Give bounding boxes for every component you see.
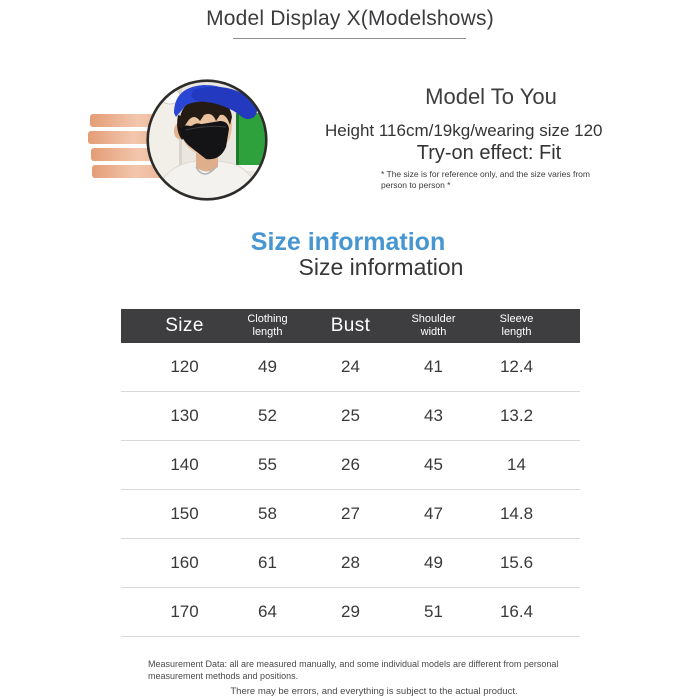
- size-table-body: [121, 343, 580, 637]
- footer-notes: [148, 659, 600, 697]
- column-header: Sleeve length: [499, 313, 534, 338]
- table-row: [121, 392, 580, 441]
- table-cell: 49: [424, 553, 443, 572]
- column-header: Shoulder width: [411, 313, 456, 338]
- table-cell: 49: [258, 357, 277, 376]
- table-cell: 52: [258, 406, 277, 425]
- model-section-heading: Model To You: [425, 84, 557, 109]
- table-cell: 160: [170, 553, 199, 572]
- table-cell: 24: [341, 357, 360, 376]
- table-cell: 47: [424, 504, 443, 523]
- size-information-heading-plain: Size information: [298, 254, 464, 280]
- column-header: Size: [165, 315, 204, 337]
- table-cell: 41: [424, 357, 443, 376]
- table-cell: 43: [424, 406, 443, 425]
- table-cell: 13.2: [499, 406, 534, 425]
- table-cell: 12.4: [499, 357, 534, 376]
- model-stats-line: Height 116cm/19kg/wearing size 120: [325, 121, 603, 140]
- table-cell: 120: [170, 357, 199, 376]
- table-cell: 26: [341, 455, 360, 474]
- table-cell: 64: [258, 602, 277, 621]
- table-row: [121, 539, 580, 588]
- table-cell: 14.8: [499, 504, 534, 523]
- title-underline: [233, 38, 466, 39]
- table-cell: 27: [341, 504, 360, 523]
- measurement-note: Measurement Data: all are measured manually, and some individual models are different from personal measurement methods and positions.: [148, 659, 559, 681]
- table-cell: 61: [258, 553, 277, 572]
- table-cell: 58: [258, 504, 277, 523]
- model-photo-illustration: [146, 79, 268, 201]
- table-cell: 15.6: [499, 553, 534, 572]
- table-cell: 55: [258, 455, 277, 474]
- table-cell: 130: [170, 406, 199, 425]
- try-on-effect-line: Try-on effect: Fit: [416, 142, 562, 164]
- table-cell: 14: [507, 455, 526, 474]
- page-title: Model Display X(Modelshows): [206, 7, 494, 30]
- table-cell: 28: [341, 553, 360, 572]
- table-row: [121, 490, 580, 539]
- table-cell: 25: [341, 406, 360, 425]
- model-photo: [146, 79, 268, 201]
- size-information-heading-accent: Size information: [250, 228, 446, 256]
- table-cell: 45: [424, 455, 443, 474]
- column-header: Bust: [330, 315, 371, 337]
- table-cell: 170: [170, 602, 199, 621]
- column-header: Clothing length: [247, 313, 288, 338]
- table-row: [121, 441, 580, 490]
- table-cell: 150: [170, 504, 199, 523]
- table-cell: 29: [341, 602, 360, 621]
- size-table: [121, 309, 580, 637]
- table-cell: 140: [170, 455, 199, 474]
- size-table-header-row: [121, 309, 580, 343]
- table-row: [121, 343, 580, 392]
- table-cell: 51: [424, 602, 443, 621]
- table-row: [121, 588, 580, 637]
- table-cell: 16.4: [499, 602, 534, 621]
- disclaimer-note: There may be errors, and everything is subject to the actual product.: [230, 686, 518, 698]
- size-reference-note: * The size is for reference only, and the size varies from person to person *: [381, 169, 590, 191]
